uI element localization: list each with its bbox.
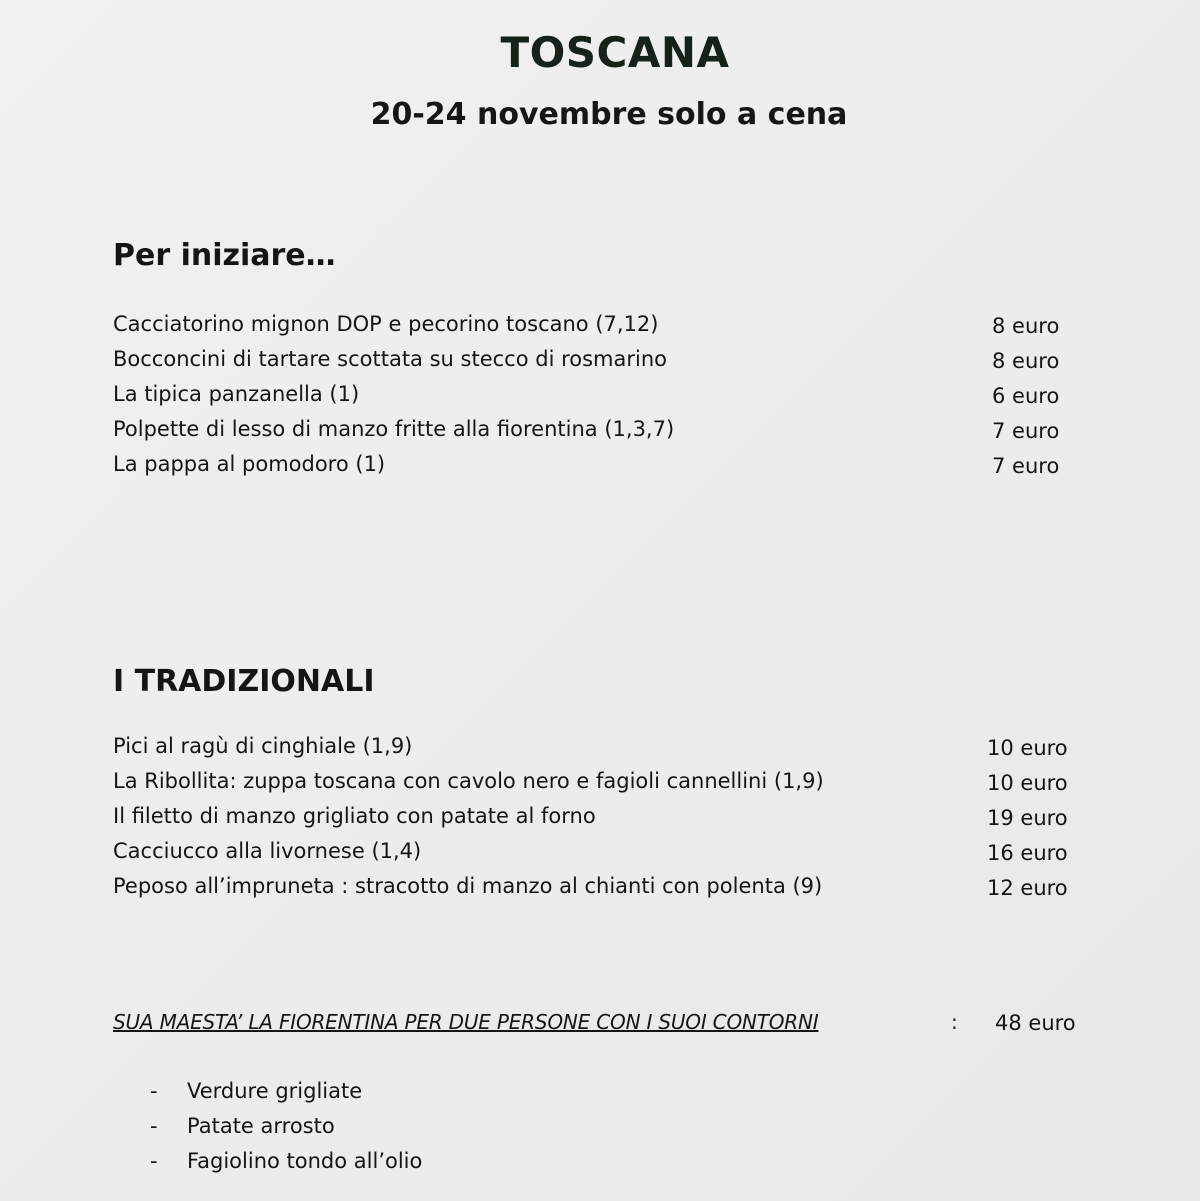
- side-dish-label: Fagiolino tondo all’olio: [187, 1149, 423, 1173]
- menu-item: [113, 414, 1113, 449]
- menu-item: [113, 836, 1113, 871]
- menu-item: [113, 731, 1113, 766]
- special-dish: [113, 1010, 1113, 1042]
- starters-list: [113, 309, 1113, 484]
- special-dish-colon: :: [951, 1010, 958, 1034]
- menu-item-price: 8 euro: [992, 349, 1060, 373]
- menu-item-name: Bocconcini di tartare scottata su stecco di rosmarino: [113, 347, 667, 371]
- menu-item: [113, 871, 1113, 906]
- menu-item-price: 7 euro: [992, 419, 1060, 443]
- menu-item-price: 7 euro: [992, 454, 1060, 478]
- menu-item-name: La Ribollita: zuppa toscana con cavolo nero e fagioli cannellini (1,9): [113, 769, 824, 793]
- list-dash: -: [150, 1114, 158, 1138]
- side-dish-label: Patate arrosto: [187, 1114, 335, 1138]
- menu-item-price: 10 euro: [987, 771, 1068, 795]
- menu-item-price: 10 euro: [987, 736, 1068, 760]
- menu-item: [113, 449, 1113, 484]
- menu-item-price: 16 euro: [987, 841, 1068, 865]
- menu-item-name: Cacciucco alla livornese (1,4): [113, 839, 422, 863]
- menu-item: [113, 766, 1113, 801]
- menu-item: [113, 379, 1113, 414]
- menu-item: [113, 309, 1113, 344]
- side-dish-label: Verdure grigliate: [187, 1079, 363, 1103]
- page-title: TOSCANA: [500, 28, 730, 77]
- menu-item-price: 6 euro: [992, 384, 1060, 408]
- menu-item-name: Pici al ragù di cinghiale (1,9): [113, 734, 413, 758]
- section-heading-starters: Per iniziare…: [113, 238, 336, 273]
- menu-item-price: 19 euro: [987, 806, 1068, 830]
- menu-item-price: 12 euro: [987, 876, 1068, 900]
- special-dish-name: SUA MAESTA’ LA FIORENTINA PER DUE PERSONE CON I SUOI CONTORNI: [113, 1010, 819, 1034]
- menu-item-name: La pappa al pomodoro (1): [113, 452, 386, 476]
- menu-item-name: Peposo all’impruneta : stracotto di manzo al chianti con polenta (9): [113, 874, 823, 898]
- menu-item: [113, 801, 1113, 836]
- list-dash: -: [150, 1079, 158, 1103]
- menu-item-name: La tipica panzanella (1): [113, 382, 360, 406]
- menu-item-name: Cacciatorino mignon DOP e pecorino toscano (7,12): [113, 312, 659, 336]
- special-dish-price: 48 euro: [995, 1011, 1076, 1035]
- menu-item-name: Polpette di lesso di manzo fritte alla fiorentina (1,3,7): [113, 417, 675, 441]
- menu-item: [113, 344, 1113, 379]
- menu-item-name: Il filetto di manzo grigliato con patate al forno: [113, 804, 596, 828]
- traditional-list: [113, 731, 1113, 906]
- section-heading-traditional: I TRADIZIONALI: [113, 664, 375, 699]
- list-dash: -: [150, 1149, 158, 1173]
- page-subtitle: 20-24 novembre solo a cena: [370, 97, 848, 132]
- menu-item-price: 8 euro: [992, 314, 1060, 338]
